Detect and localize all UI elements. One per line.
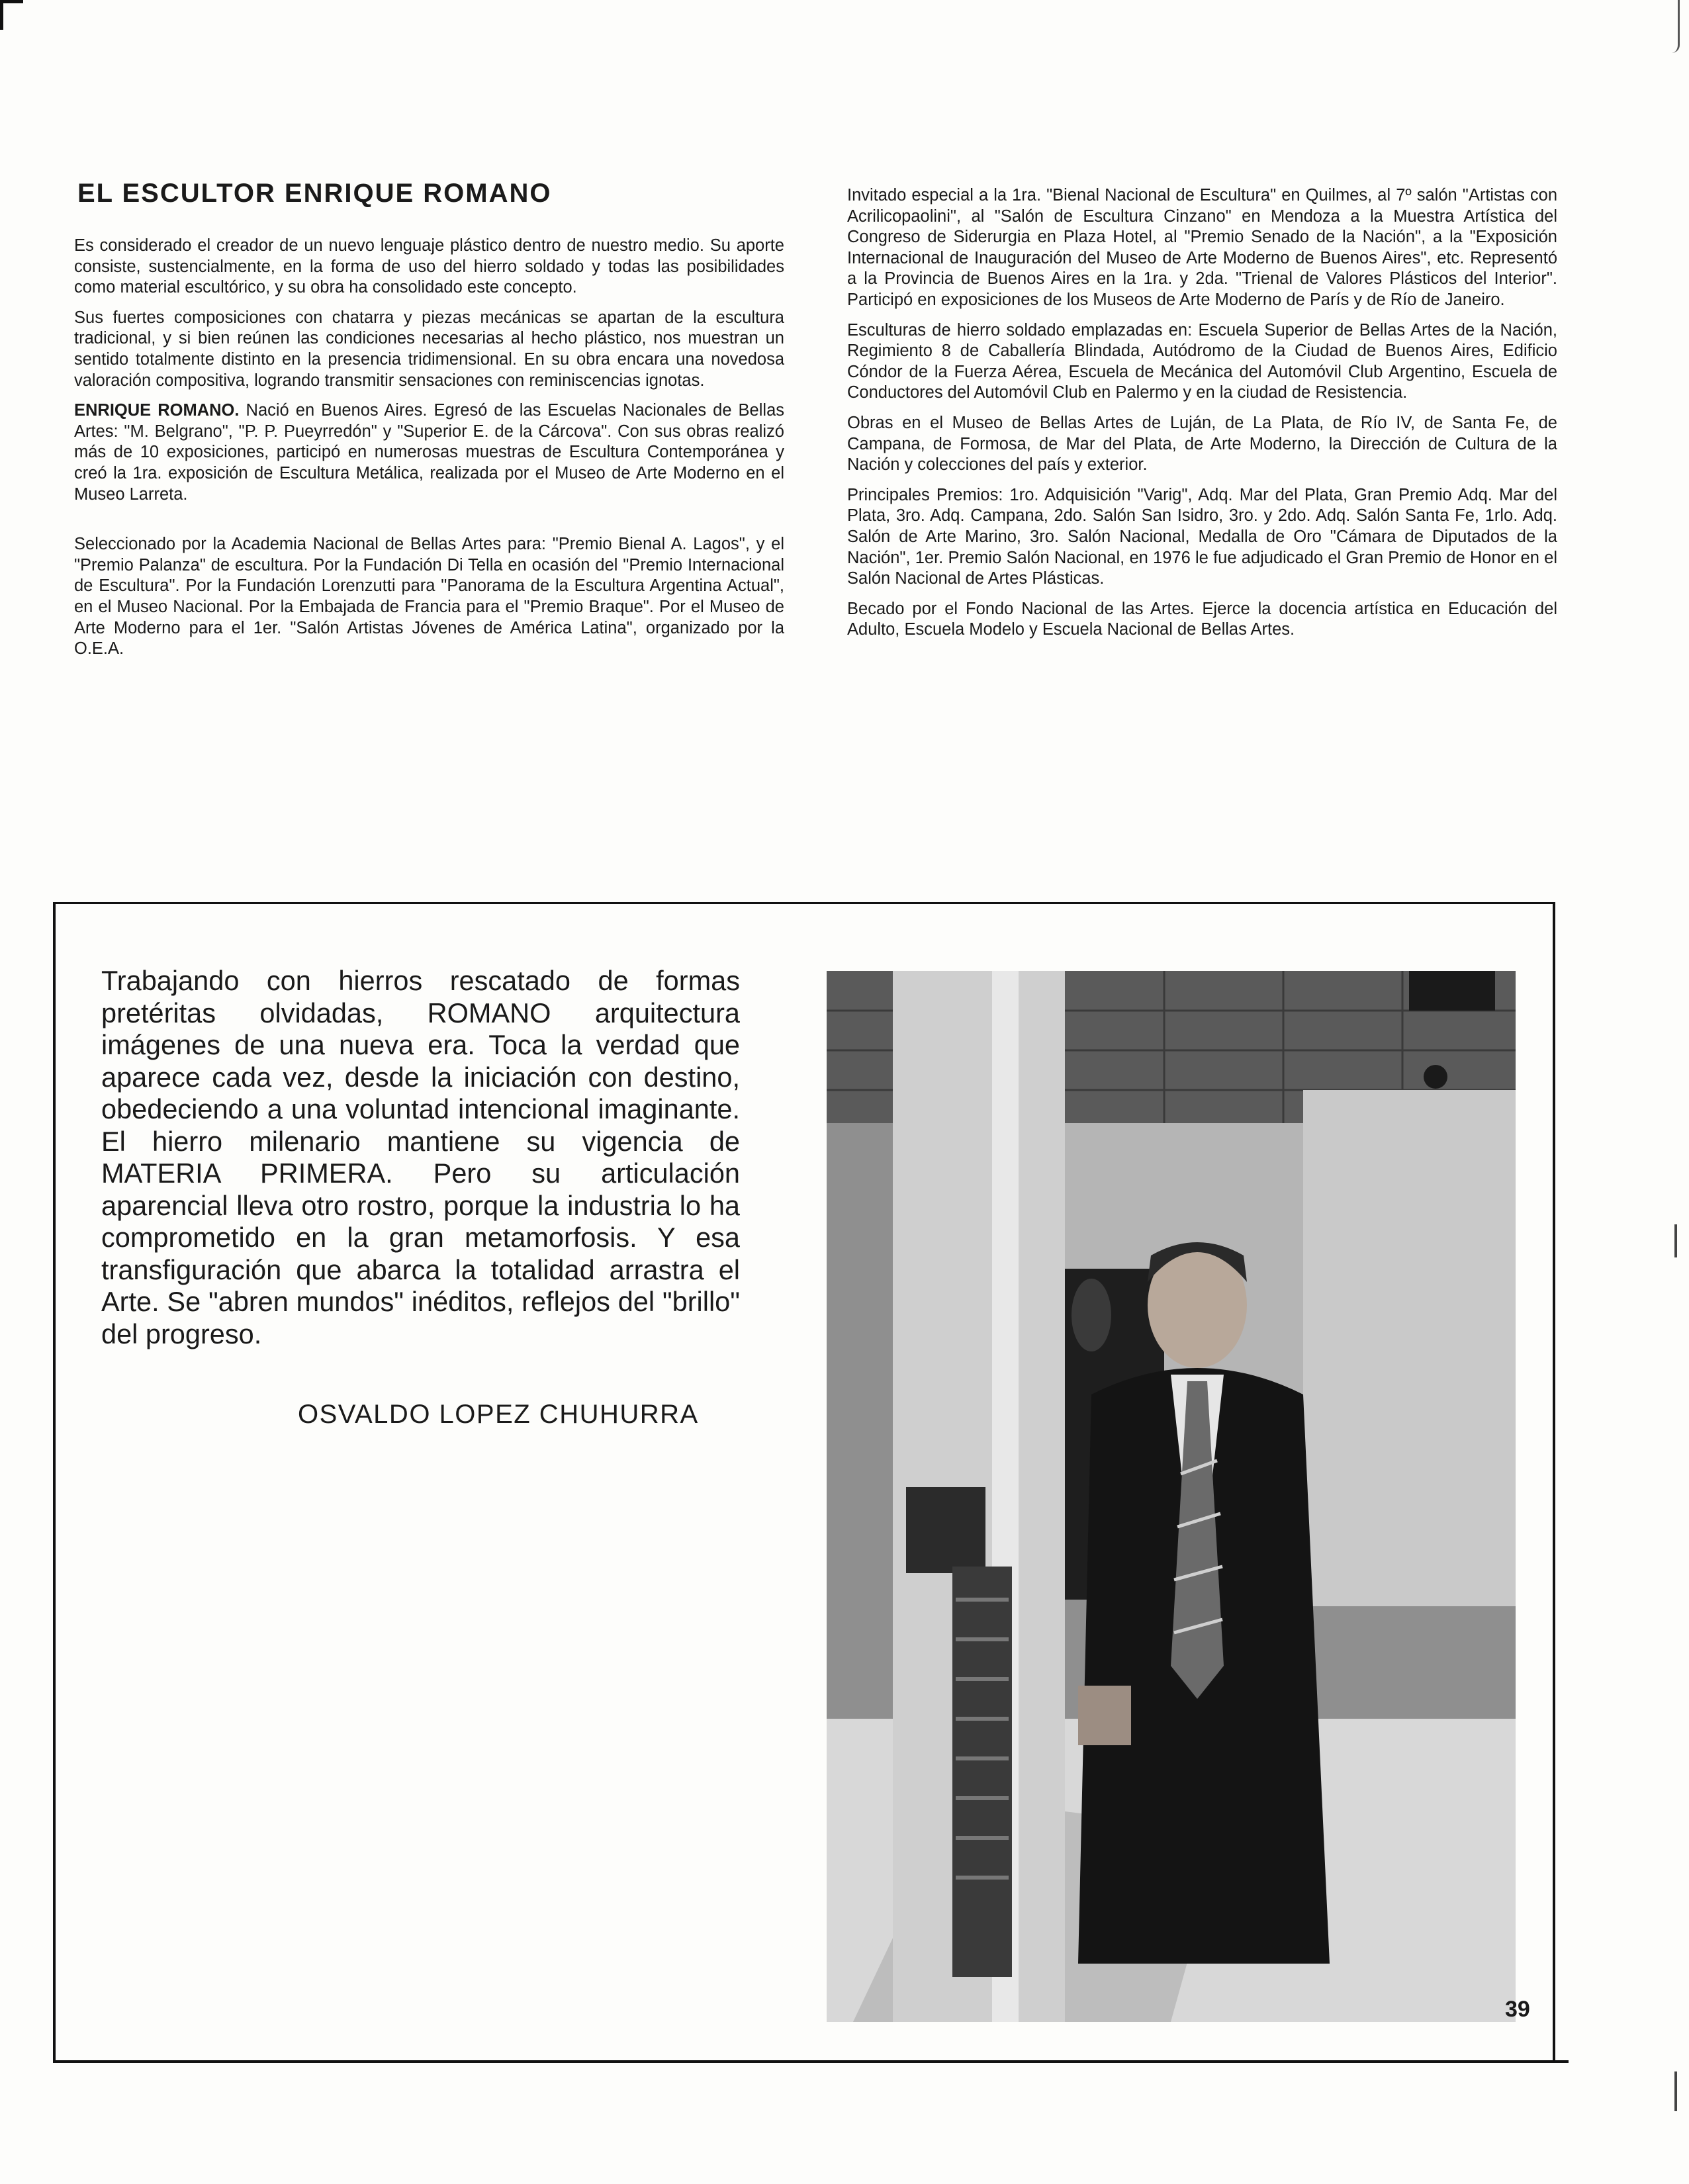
quote-text: Trabajando con hierros rescatado de formas pretéritas olvidadas, ROMANO arquitectura imágenes de una nueva era. Toca la verdad que aparece cada vez, desde la iniciación con destino, obedeciendo a una voluntad intencional imaginante. El hierro milenario mantiene su vigencia de MATERIA PRIMERA. Pero su articulación aparencial lleva otro rostro, porque la industria lo ha comprometido en la gran metamorfosis. Y esa transfiguración que abarca la totalidad arrastra el Arte. Se "abren mundos" inéditos, reflejos del "brillo" del progreso.	[101, 965, 740, 1349]
paragraph: Es considerado el creador de un nuevo lenguaje plástico dentro de nuestro medio. Su aporte consiste, sustencialmente, en la forma de uso del hierro soldado y todas las posibilidades como material escultórico, y su obra ha consolidado este concepto.	[74, 236, 784, 297]
quote-frame-bottom-rule	[53, 2060, 1569, 2063]
page-number: 39	[1505, 1997, 1530, 2022]
page-edge-mark	[1674, 1224, 1677, 1257]
biography-lead: ENRIQUE ROMANO.	[74, 401, 240, 420]
paragraph-biography	[74, 400, 784, 505]
paragraph: Obras en el Museo de Bellas Artes de Luján, de La Plata, de Río IV, de Santa Fe, de Campana, de Formosa, de Mar del Plata, de Arte Moderno, la Dirección de Cultura de la Nación y colecciones del país y exterior.	[847, 413, 1557, 475]
paragraph: Invitado especial a la 1ra. "Bienal Nacional de Escultura" en Quilmes, al 7º salón "Artistas con Acrilicopaolini", al "Salón de Escultura Cinzano" en Mendoza a la Muestra Artística del Congreso de Siderurgia en Plaza Hotel, al "Premio Senado de la Nación", a la "Exposición Internacional de Inauguración del Museo de Arte Moderno de Buenos Aires", etc. Representó a la Provincia de Buenos Aires en la 1ra. y 2da. "Trienal de Valores Plásticos del Interior". Participó en exposiciones de los Museos de Arte Moderno de París y de Río de Janeiro.	[847, 186, 1557, 309]
page-edge-curl	[1671, 0, 1680, 53]
article-title: EL ESCULTOR ENRIQUE ROMANO	[77, 179, 552, 208]
quote-author: OSVALDO LOPEZ CHUHURRA	[298, 1400, 699, 1429]
sculptor-photo	[827, 971, 1516, 2022]
left-column	[74, 236, 784, 669]
paragraph: Sus fuertes composiciones con chatarra y piezas mecánicas se apartan de la escultura tradicional, y si bien reúnen las condiciones necesarias al hecho plástico, nos muestran un sentido totalmente distinto en la presencia tridimensional. En su obra encara una novedosa valoración compositiva, logrando transmitir sensaciones con reminiscencias ignotas.	[74, 308, 784, 390]
paragraph: Esculturas de hierro soldado emplazadas en: Escuela Superior de Bellas Artes de la Nación, Regimiento 8 de Caballería Blindada, Autódromo de la Ciudad de Buenos Aires, Edificio Cóndor de la Fuerza Aérea, Escuela de Mecánica del Automóvil Club Argentino, Escuela de Conductores del Automóvil Club en Palermo y en la ciudad de Resistencia.	[847, 320, 1557, 402]
page-edge-mark	[1674, 2071, 1677, 2111]
paragraph: Principales Premios: 1ro. Adquisición "Varig", Adq. Mar del Plata, Gran Premio Adq. Mar del Plata, 3ro. Adq. Campana, 2do. Salón San Isidro, 3ro. y 2do. Adq. Salón Santa Fe, 1rlo. Adq. Salón de Arte Marino, 3ro. Salón Nacional, Medalla de Oro "Cámara de Diputados de la Nación", 1er. Premio Salón Nacional, en 1976 le fue adjudicado el Gran Premio de Honor en el Salón Nacional de Artes Plásticas.	[847, 485, 1557, 588]
photo-icon	[827, 971, 1516, 2022]
page-corner-mark	[0, 0, 23, 30]
right-column	[847, 185, 1557, 650]
paragraph: Becado por el Fondo Nacional de las Artes. Ejerce la docencia artística en Educación del Adulto, Escuela Modelo y Escuela Nacional de Bellas Artes.	[847, 599, 1557, 639]
biography-body: Nació en Buenos Aires. Egresó de las Escuelas Nacionales de Bellas Artes: "M. Belgrano", "P. P. Pueyrredón" y "Superior E. de la Cárcova". Con sus obras realizó más de 10 exposiciones, participó en numerosas muestras de Escultura Contemporánea y creó la 1ra. exposición de Escultura Metálica, realizada por el Museo de Arte Moderno en el Museo Larreta.	[74, 401, 785, 504]
paragraph: Seleccionado por la Academia Nacional de Bellas Artes para: "Premio Bienal A. Lagos", y el "Premio Palanza" de escultura. Por la Fundación Di Tella en ocasión del "Premio Internacional de Escultura". Por la Fundación Lorenzutti para "Panorama de la Escultura Argentina Actual", en el Museo Nacional. Por la Embajada de Francia para el "Premio Braque". Por el Museo de Arte Moderno para el 1er. "Salón Artistas Jóvenes de América Latina", organizado por la O.E.A.	[74, 535, 784, 659]
